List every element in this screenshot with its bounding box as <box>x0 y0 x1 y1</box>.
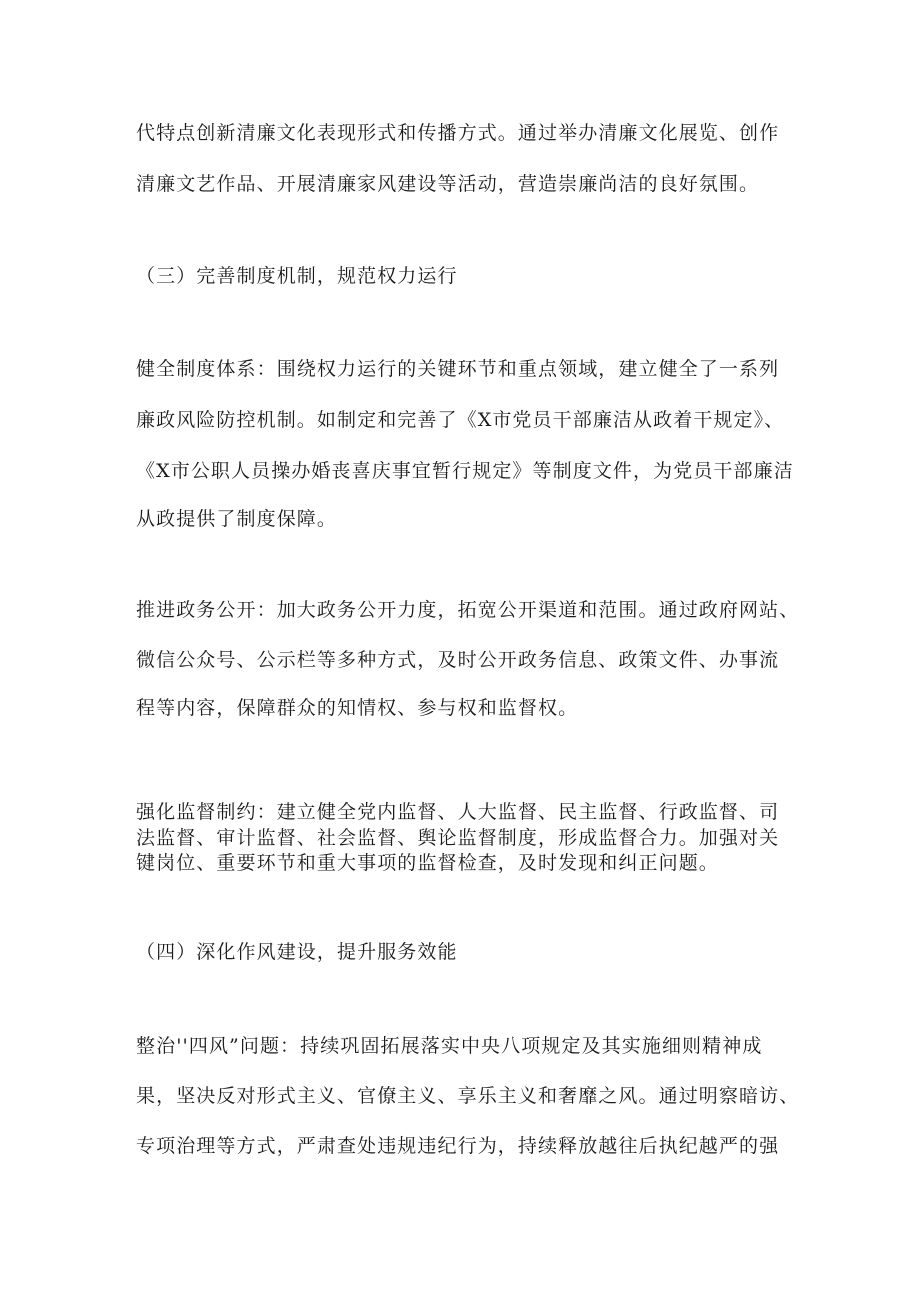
paragraph-line: 健全制度体系：围绕权力运行的关键环节和重点领域，建立健全了一系列 <box>136 358 780 380</box>
paragraph-line: 果，坚决反对形式主义、官僚主义、享乐主义和奢靡之风。通过明察暗访、 <box>136 1085 800 1107</box>
section-heading: （四）深化作风建设，提升服务效能 <box>136 941 458 963</box>
paragraph-line: 专项治理等方式，严肃查处违规违纪行为，持续释放越往后执纪越严的强 <box>136 1135 780 1157</box>
paragraph-line: 程等内容，保障群众的知情权、参与权和监督权。 <box>136 697 579 719</box>
paragraph-line: 微信公众号、公示栏等多种方式，及时公开政务信息、政策文件、办事流 <box>136 649 780 671</box>
paragraph-line: 键岗位、重要环节和重大事项的监督检查，及时发现和纠正问题。 <box>136 852 719 874</box>
paragraph-line: 法监督、审计监督、社会监督、舆论监督制度，形成监督合力。加强对关 <box>136 827 780 849</box>
paragraph-line: 从政提供了制度保障。 <box>136 508 338 530</box>
paragraph-line: 强化监督制约：建立健全党内监督、人大监督、民主监督、行政监督、司 <box>136 801 780 823</box>
paragraph-line: 廉政风险防控机制。如制定和完善了《X市党员干部廉洁从政着干规定》、 <box>136 409 785 431</box>
paragraph-line: 《X市公职人员操办婚丧喜庆事宜暂行规定》等制度文件，为党员干部廉洁 <box>136 460 794 482</box>
paragraph-line: 代特点创新清廉文化表现形式和传播方式。通过举办清廉文化展览、创作 <box>136 122 780 144</box>
paragraph-line: 清廉文艺作品、开展清廉家风建设等活动，营造崇廉尚洁的良好氛围。 <box>136 173 760 195</box>
section-heading: （三）完善制度机制，规范权力运行 <box>136 265 458 287</box>
paragraph-line: 推进政务公开：加大政务公开力度，拓宽公开渠道和范围。通过政府网站、 <box>136 599 800 621</box>
paragraph-line: 整治''四风”问题：持续巩固拓展落实中央八项规定及其实施细则精神成 <box>136 1035 763 1057</box>
